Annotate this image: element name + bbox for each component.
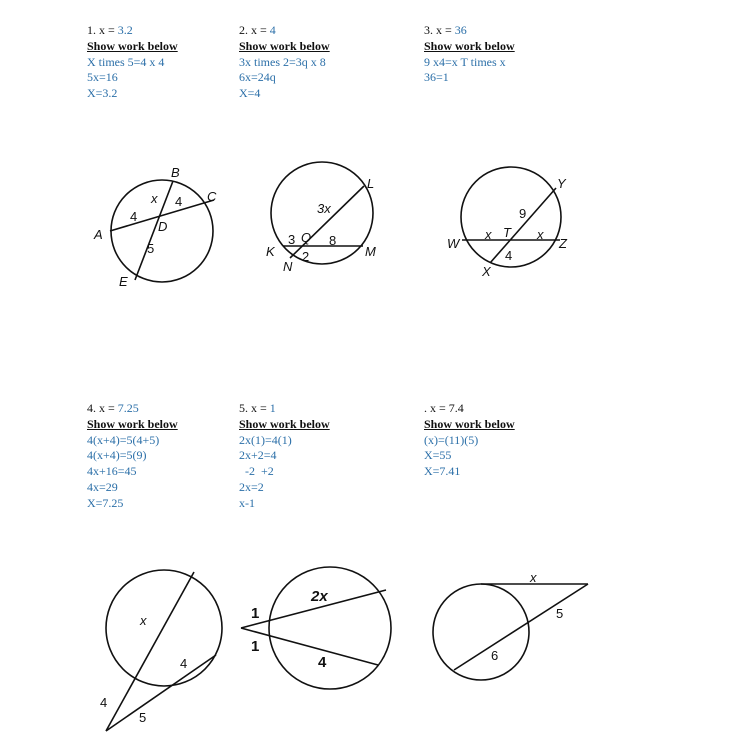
segment-label-4: 4 <box>130 209 138 224</box>
problem-number: . <box>424 401 427 415</box>
segment-label-x: x <box>140 613 147 628</box>
work-line: 9 x4=x T times x <box>424 54 506 69</box>
problem-number: 4. <box>87 401 96 415</box>
point-label-q: Q <box>301 230 312 245</box>
figure-2 <box>266 162 376 274</box>
point-label-y: Y <box>557 176 566 191</box>
segment-label-5: 5 <box>139 710 147 725</box>
work-line: X=7.25 <box>87 495 124 510</box>
segment-label-9: 9 <box>519 206 527 221</box>
point-label-l: L <box>367 176 375 191</box>
answer-prefix: x = <box>99 401 115 415</box>
figure-3 <box>447 167 568 279</box>
work-line: X=3.2 <box>87 86 118 101</box>
answer-value: 36 <box>454 23 467 37</box>
segment-label-3x: 3x <box>317 201 331 216</box>
point-label-e: E <box>119 274 128 289</box>
segment-label-4: 4 <box>100 695 108 710</box>
work-line: 2x=2 <box>239 479 264 494</box>
answer-value: 4 <box>269 23 276 37</box>
segment-label-x: x <box>537 227 544 242</box>
figure-5 <box>241 567 391 689</box>
segment-label-3: 3 <box>288 232 296 247</box>
segment-label-2x: 2x <box>311 588 328 605</box>
work-line: x-1 <box>239 495 255 510</box>
work-line: 4(x+4)=5(9) <box>87 448 147 463</box>
work-line: 3x times 2=3q x 8 <box>239 54 326 69</box>
answer-value: 7.4 <box>448 401 464 415</box>
work-line: 2x(1)=4(1) <box>239 432 292 447</box>
segment-label-x: x <box>530 570 537 585</box>
point-label-z: Z <box>559 236 567 251</box>
point-label-c: C <box>207 189 217 204</box>
circle <box>106 570 222 686</box>
point-label-x: X <box>482 264 491 279</box>
secant-2 <box>106 655 216 731</box>
work-line: X=4 <box>239 86 261 101</box>
answer-prefix: x = <box>251 23 267 37</box>
point-label-n: N <box>283 259 293 274</box>
secant-2 <box>241 628 378 665</box>
secant-1 <box>106 572 194 731</box>
work-line: 2x+2=4 <box>239 448 277 463</box>
work-line: 4x+16=45 <box>87 464 137 479</box>
circle <box>269 567 391 689</box>
work-line: -2 +2 <box>239 464 274 479</box>
work-line: X=55 <box>424 448 452 463</box>
work-line: 6x=24q <box>239 70 276 85</box>
point-label-b: B <box>171 165 180 180</box>
show-work-label: Show work below <box>239 38 330 53</box>
segment-label-2: 2 <box>302 249 310 264</box>
problem-number: 3. <box>424 23 433 37</box>
work-line: 5x=16 <box>87 70 118 85</box>
answer-value: 1 <box>269 401 276 415</box>
work-line: (x)=(11)(5) <box>424 432 479 447</box>
problem-number: 5. <box>239 401 248 415</box>
segment-label-5: 5 <box>147 241 155 256</box>
work-line: X=7.41 <box>424 464 461 479</box>
figure-4 <box>100 570 222 731</box>
figure-6 <box>433 570 588 680</box>
segment-label-6: 6 <box>491 648 499 663</box>
segment-label-4: 4 <box>175 194 183 209</box>
show-work-label: Show work below <box>239 416 330 431</box>
answer-prefix: x = <box>430 401 446 415</box>
answer-prefix: x = <box>251 401 267 415</box>
work-line: 4x=29 <box>87 479 118 494</box>
segment-label-1: 1 <box>251 605 260 622</box>
show-work-label: Show work below <box>424 38 515 53</box>
work-line: X times 5=4 x 4 <box>87 54 165 69</box>
answer-value: 7.25 <box>117 401 139 415</box>
segment-label-x: x <box>151 191 158 206</box>
point-label-a: A <box>94 227 103 242</box>
show-work-label: Show work below <box>424 416 515 431</box>
segment-label-4: 4 <box>318 654 327 671</box>
work-line: 36=1 <box>424 70 449 85</box>
figure-1 <box>93 165 217 289</box>
problem-number: 2. <box>239 23 248 37</box>
show-work-label: Show work below <box>87 416 178 431</box>
point-label-t: T <box>503 225 511 240</box>
point-label-k: K <box>266 244 275 259</box>
point-label-m: M <box>365 244 376 259</box>
work-line: 4(x+4)=5(4+5) <box>87 432 160 447</box>
answer-prefix: x = <box>436 23 452 37</box>
answer-prefix: x = <box>99 23 115 37</box>
point-label-d: D <box>158 219 168 234</box>
segment-label-4: 4 <box>180 656 188 671</box>
segment-label-x: x <box>485 227 492 242</box>
answer-value: 3.2 <box>117 23 133 37</box>
segment-label-8: 8 <box>329 233 337 248</box>
chord-ln <box>290 186 364 258</box>
segment-label-4: 4 <box>505 248 513 263</box>
show-work-label: Show work below <box>87 38 178 53</box>
problem-number: 1. <box>87 23 96 37</box>
segment-label-1: 1 <box>251 638 260 655</box>
segment-label-5: 5 <box>556 606 564 621</box>
point-label-w: W <box>447 236 460 251</box>
